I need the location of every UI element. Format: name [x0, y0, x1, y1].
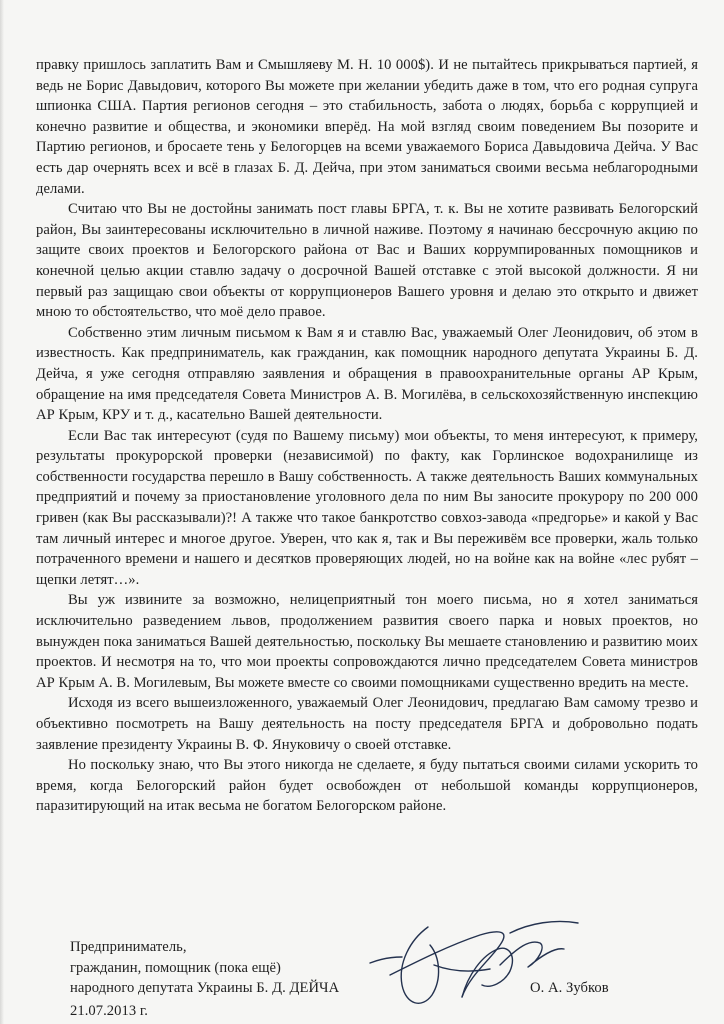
letter-paragraph: правку пришлось заплатить Вам и Смышляеву М. Н. 10 000$). И не пытайтесь прикрываться партией, я ведь не Борис Давыдович, которого Вы можете при желании убедить даже в том, что его родная супруга шпионка США. Партия регионов сегодня – это стабильность, забота о людях, борьба с коррупцией и конечно развитие и общества, и экономики вперёд. На мой взгляд своим поведением Вы позорите и Партию регионов, и бросаете тень у Белогорцев на всеми уважаемого Бориса Давыдовича Дейча. У Вас есть дар очернять всех и всё в глазах Б. Д. Дейча, при этом заниматься своими весьма неблагородными делами. — [36, 57, 698, 197]
page-edge-shadow — [0, 0, 4, 1024]
letter-paragraph: Вы уж извините за возможно, нелицеприятный тон моего письма, но я хотел заниматься исключительно разведением львов, продолжением развития своего парка и новых проектов, но вынужден пока заниматься Вашей деятельностью, поскольку Вы мешаете становлению и развитию моих проектов. И несмотря на то, что мои проекты сопровождаются лично председателем Совета министров АР Крым А. В. Могилевым, Вы можете вместе со своими помощниками существенно вредить на месте. — [36, 592, 698, 691]
letter-date: 21.07.2013 г. — [70, 1003, 148, 1019]
letter-paragraph: Но поскольку знаю, что Вы этого никогда не сделаете, я буду пытаться своими силами ускорить то время, когда Белогорский район будет освобожден от небольшой команды коррупционеров, паразитирующий на итак весьма не богатом Белогорском районе. — [36, 757, 698, 815]
signature-block — [70, 937, 430, 999]
letter-paragraph: Исходя из всего вышеизложенного, уважаемый Олег Леонидович, предлагаю Вам самому трезво и объективно посмотреть на Вашу деятельность на посту председателя БРГА и добровольно подать заявление президенту Украины В. Ф. Януковичу о своей отставке. — [36, 695, 698, 753]
letter-paragraph: Если Вас так интересуют (судя по Вашему письму) мои объекты, то меня интересуют, к примеру, результаты прокурорской проверки (независимой) по факту, как Горлинское водохранилище из собственности государства перешло в Вашу собственность. А также деятельность Ваших коммунальных предприятий и почему за приостановление уголовного дела по ним Вы заносите прокурору по 200 000 гривен (как Вы рассказывали)?! А также что такое банкротство совхоз-завода «предгорье» и какой у Вас там личный интерес и многое другое. Уверен, что как я, так и Вы переживём все проверки, жаль только потраченного времени и нашего и десятков проверяющих людей, но на войне как на войне «лес рубят – щепки летят…». — [36, 427, 698, 588]
letter-paragraph: Собственно этим личным письмом к Вам я и ставлю Вас, уважаемый Олег Леонидович, об этом в известность. Как предприниматель, как гражданин, как помощник народного депутата Украины Б. Д. Дейча, я уже сегодня отправляю заявления и обращения в правоохранительные органы АР Крым, обращение на имя председателя Совета Министров А. В. Могилёва, в сельскохозяйственную инспекцию АР Крым, КРУ и т. д., касательно Вашей деятельности. — [36, 324, 698, 424]
signer-title-line-1: Предприниматель, — [70, 939, 187, 955]
letter-body — [36, 55, 698, 817]
signer-name: О. А. Зубков — [530, 980, 609, 996]
signer-title-line-3: народного депутата Украины Б. Д. ДЕЙЧА — [70, 980, 340, 997]
signer-title-line-2: гражданин, помощник (пока ещё) — [70, 959, 281, 976]
letter-paragraph: Считаю что Вы не достойны занимать пост главы БРГА, т. к. Вы не хотите развивать Белогорский район, Вы заинтересованы исключительно в личной наживе. Поэтому я начинаю бессрочную акцию по защите своих проектов и Белогорского района от Вас и Ваших коррумпированных помощников и конечной целью акции ставлю задачу о досрочной Вашей отставке с этой высокой должности. Я ни первый раз защищаю свои объекты от коррупционеров Вашего уровня и делаю это открыто и движет мною то обстоятельство, что моё дело правое. — [36, 201, 698, 321]
